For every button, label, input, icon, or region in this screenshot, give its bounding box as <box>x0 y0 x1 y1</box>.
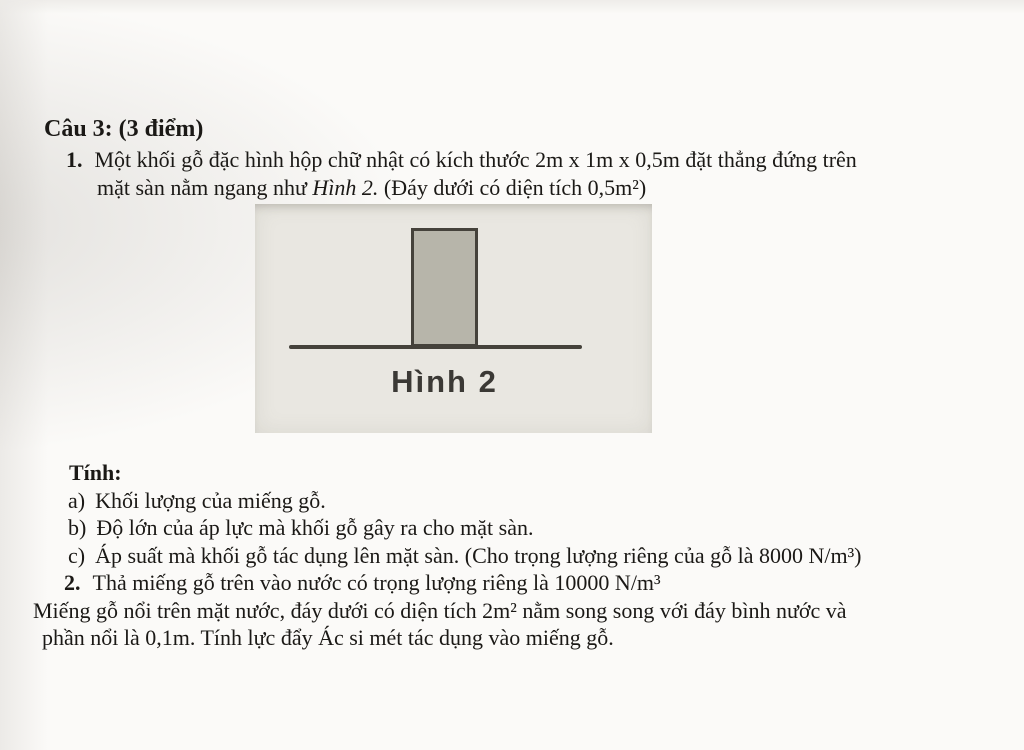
item-1-text-line-2-pre: mặt sàn nằm ngang như <box>97 175 313 200</box>
figure-2 <box>255 204 652 433</box>
tasks-heading: Tính: <box>69 460 122 485</box>
task-label-c: c) <box>68 543 86 568</box>
item-2-number: 2. <box>64 570 81 595</box>
task-label-b: b) <box>68 515 87 540</box>
item-1-text-line-2-post: (Đáy dưới có diện tích 0,5m²) <box>378 175 647 200</box>
item-1-line-2 <box>97 174 646 202</box>
task-text-a: Khối lượng của miếng gỗ. <box>95 488 326 513</box>
item-1-number: 1. <box>66 147 83 172</box>
task-item-c <box>68 542 862 570</box>
task-text-c: Áp suất mà khối gỗ tác dụng lên mặt sàn. (Cho trọng lượng riêng của gỗ là 8000 N/m³) <box>95 543 862 568</box>
task-text-b: Độ lớn của áp lực mà khối gỗ gây ra cho mặt sàn. <box>96 515 534 540</box>
task-label-a: a) <box>68 488 86 513</box>
item-2-text: Thả miếng gỗ trên vào nước có trọng lượng riêng là 10000 N/m³ <box>92 570 661 595</box>
item-1-line-1 <box>66 146 857 174</box>
figure-caption: Hình 2 <box>391 364 498 399</box>
figure-reference: Hình 2. <box>312 175 379 200</box>
wood-block-shape <box>411 228 478 347</box>
floor-line <box>289 345 582 349</box>
question-heading: Câu 3: (3 điểm) <box>44 116 204 142</box>
closing-line-1: Miếng gỗ nổi trên mặt nước, đáy dưới có diện tích 2m² nằm song song với đáy bình nước và <box>33 598 847 623</box>
task-item-b <box>68 514 533 542</box>
task-item-a <box>68 487 326 515</box>
item-2-line <box>64 569 661 597</box>
closing-line-2: phần nổi là 0,1m. Tính lực đẩy Ác si mét tác dụng vào miếng gỗ. <box>42 625 614 650</box>
item-1-text-line-1: Một khối gỗ đặc hình hộp chữ nhật có kích thước 2m x 1m x 0,5m đặt thẳng đứng trên <box>94 147 857 172</box>
